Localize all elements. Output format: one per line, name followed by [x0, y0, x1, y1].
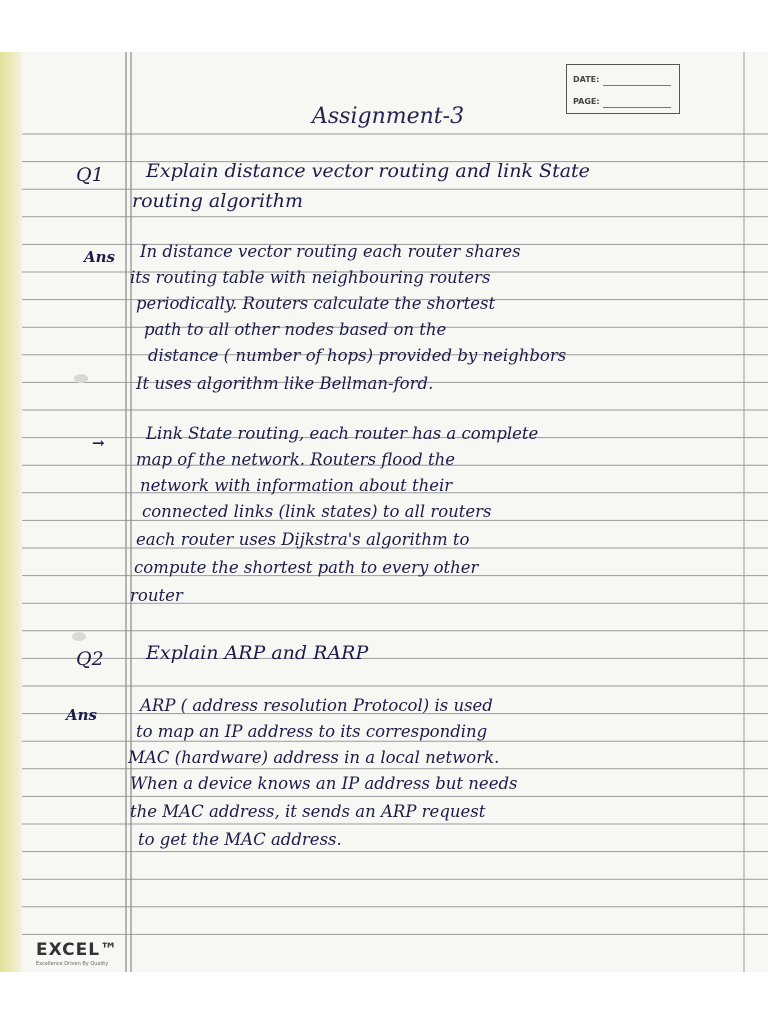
- answer-1-line: its routing table with neighbouring routers: [130, 268, 491, 287]
- answer-1b-line: network with information about their: [140, 476, 453, 495]
- answer-2-line: to get the MAC address.: [138, 830, 342, 849]
- punch-mark: [72, 632, 86, 641]
- answer-1-line: periodically. Routers calculate the shortest: [136, 294, 496, 313]
- answer-1-line: It uses algorithm like Bellman-ford.: [136, 374, 434, 393]
- date-line: [603, 85, 671, 86]
- question-1-line-1: Explain distance vector routing and link State: [146, 160, 590, 182]
- question-1-line-2: routing algorithm: [132, 190, 303, 212]
- answer-2-line: MAC (hardware) address in a local network.: [128, 748, 500, 767]
- answer-1b-line: map of the network. Routers flood the: [136, 450, 455, 469]
- question-2-label: Q2: [76, 648, 104, 670]
- answer-1-label: Ans: [84, 248, 115, 266]
- answer-1-line: In distance vector routing each router shares: [140, 242, 521, 261]
- answer-1-line: path to all other nodes based on the: [144, 320, 447, 339]
- answer-2-line: When a device knows an IP address but needs: [130, 774, 518, 793]
- punch-mark: [74, 374, 88, 383]
- answer-2-line: the MAC address, it sends an ARP request: [130, 802, 486, 821]
- brand-logo: EXCEL™: [36, 940, 119, 960]
- arrow-marker: →: [92, 434, 105, 452]
- answer-2-label: Ans: [66, 706, 97, 724]
- page-title: Assignment-3: [312, 104, 465, 129]
- page-line: [603, 107, 671, 108]
- answer-2-line: ARP ( address resolution Protocol) is used: [140, 696, 493, 715]
- answer-1b-line: each router uses Dijkstra's algorithm to: [136, 530, 470, 549]
- answer-1b-line: compute the shortest path to every other: [134, 558, 479, 577]
- question-2-text: Explain ARP and RARP: [146, 642, 369, 664]
- notebook-page: [0, 52, 768, 972]
- page-label: PAGE:: [573, 97, 600, 106]
- brand-tagline: Excellence Driven By Quality: [36, 961, 109, 967]
- answer-1b-line: connected links (link states) to all routers: [142, 502, 492, 521]
- answer-1b-line: Link State routing, each router has a complete: [146, 424, 539, 443]
- answer-1-line: distance ( number of hops) provided by neighbors: [148, 346, 567, 365]
- answer-2-line: to map an IP address to its corresponding: [136, 722, 488, 741]
- date-page-box: [566, 64, 680, 114]
- date-label: DATE:: [573, 75, 600, 84]
- question-1-label: Q1: [76, 164, 104, 186]
- answer-1b-line: router: [130, 586, 183, 605]
